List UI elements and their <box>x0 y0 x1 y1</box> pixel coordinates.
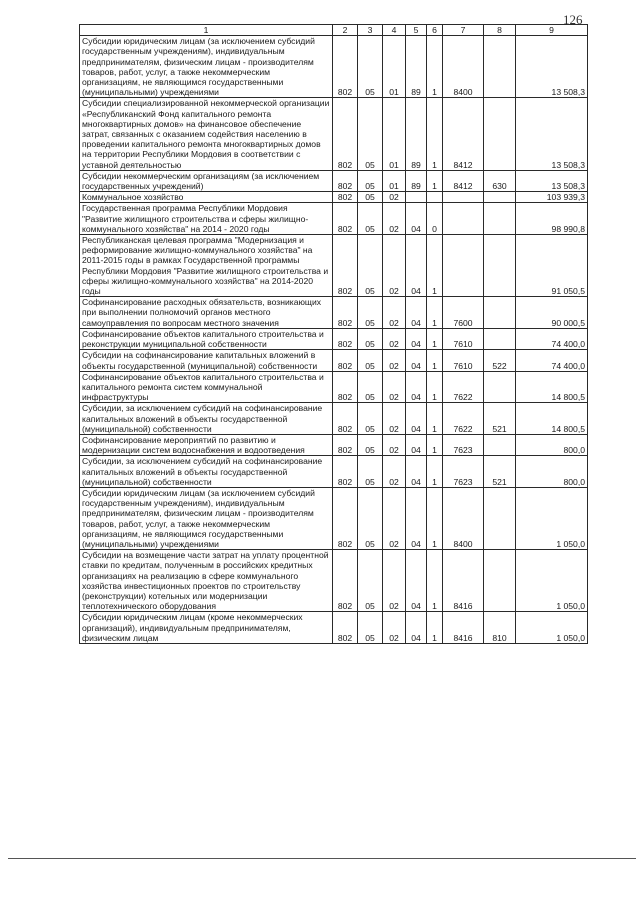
subsection-cell: 01 <box>383 98 406 170</box>
expense-type-cell <box>484 550 516 612</box>
article-cell <box>443 192 484 203</box>
code-cell: 802 <box>333 170 358 191</box>
page-bottom-rule <box>8 858 636 859</box>
subprogram-cell <box>427 192 443 203</box>
row-name-cell: Субсидии, за исключением субсидий на софинансирование капитальных вложений в объекты государственной (муниципальной) собственности <box>80 403 333 435</box>
subsection-cell: 02 <box>383 371 406 403</box>
code-cell: 802 <box>333 297 358 329</box>
amount-cell: 74 400,0 <box>516 350 588 371</box>
expense-type-cell: 630 <box>484 170 516 191</box>
program-cell: 04 <box>406 203 427 235</box>
amount-cell: 13 508,3 <box>516 98 588 170</box>
subsection-cell: 02 <box>383 235 406 297</box>
program-cell: 04 <box>406 403 427 435</box>
subsection-cell: 02 <box>383 192 406 203</box>
program-cell: 04 <box>406 487 427 549</box>
code-cell: 802 <box>333 350 358 371</box>
table-row <box>80 192 588 203</box>
column-header: 9 <box>516 25 588 36</box>
column-header: 3 <box>358 25 383 36</box>
subsection-cell: 02 <box>383 203 406 235</box>
column-header: 1 <box>80 25 333 36</box>
table-body <box>80 36 588 644</box>
expense-type-cell <box>484 235 516 297</box>
section-cell: 05 <box>358 36 383 98</box>
subprogram-cell: 1 <box>427 98 443 170</box>
code-cell: 802 <box>333 612 358 644</box>
article-cell <box>443 235 484 297</box>
article-cell: 8412 <box>443 170 484 191</box>
page-number: 126 <box>563 12 583 27</box>
expense-type-cell <box>484 36 516 98</box>
program-cell: 89 <box>406 98 427 170</box>
subsection-cell: 02 <box>383 328 406 349</box>
article-cell: 7623 <box>443 434 484 455</box>
column-header: 8 <box>484 25 516 36</box>
section-cell: 05 <box>358 328 383 349</box>
table-row <box>80 297 588 329</box>
expense-type-cell <box>484 487 516 549</box>
program-cell: 04 <box>406 456 427 488</box>
table-row <box>80 98 588 170</box>
article-cell: 7623 <box>443 456 484 488</box>
program-cell: 89 <box>406 170 427 191</box>
expense-type-cell <box>484 203 516 235</box>
subsection-cell: 01 <box>383 36 406 98</box>
code-cell: 802 <box>333 403 358 435</box>
subsection-cell: 01 <box>383 170 406 191</box>
subsection-cell: 02 <box>383 456 406 488</box>
subprogram-cell: 1 <box>427 434 443 455</box>
subprogram-cell: 1 <box>427 403 443 435</box>
code-cell: 802 <box>333 36 358 98</box>
article-cell: 7610 <box>443 350 484 371</box>
row-name-cell: Государственная программа Республики Мордовия "Развитие жилищного строительства и сферы жилищно-коммунального хозяйства" на 2014 - 2020 годы <box>80 203 333 235</box>
section-cell: 05 <box>358 350 383 371</box>
expense-type-cell <box>484 434 516 455</box>
subsection-cell: 02 <box>383 487 406 549</box>
amount-cell: 91 050,5 <box>516 235 588 297</box>
subprogram-cell: 1 <box>427 456 443 488</box>
section-cell: 05 <box>358 98 383 170</box>
amount-cell: 13 508,3 <box>516 170 588 191</box>
row-name-cell: Софинансирование объектов капитального строительства и капитального ремонта систем коммунальной инфраструктуры <box>80 371 333 403</box>
subsection-cell: 02 <box>383 434 406 455</box>
article-cell: 8416 <box>443 612 484 644</box>
table-row <box>80 456 588 488</box>
section-cell: 05 <box>358 403 383 435</box>
amount-cell: 800,0 <box>516 456 588 488</box>
subsection-cell: 02 <box>383 297 406 329</box>
program-cell: 04 <box>406 371 427 403</box>
expense-type-cell: 522 <box>484 350 516 371</box>
code-cell: 802 <box>333 456 358 488</box>
program-cell: 04 <box>406 434 427 455</box>
code-cell: 802 <box>333 192 358 203</box>
subprogram-cell: 1 <box>427 371 443 403</box>
table-row <box>80 328 588 349</box>
program-cell: 04 <box>406 328 427 349</box>
program-cell: 04 <box>406 612 427 644</box>
amount-cell: 800,0 <box>516 434 588 455</box>
amount-cell: 74 400,0 <box>516 328 588 349</box>
section-cell: 05 <box>358 203 383 235</box>
code-cell: 802 <box>333 235 358 297</box>
program-cell <box>406 192 427 203</box>
table-row <box>80 434 588 455</box>
table-row <box>80 203 588 235</box>
row-name-cell: Субсидии юридическим лицам (кроме некоммерческих организаций), индивидуальным предпринимателям, физическим лицам <box>80 612 333 644</box>
section-cell: 05 <box>358 371 383 403</box>
row-name-cell: Софинансирование объектов капитального строительства и реконструкции муниципальной собственности <box>80 328 333 349</box>
subprogram-cell: 1 <box>427 612 443 644</box>
section-cell: 05 <box>358 612 383 644</box>
program-cell: 04 <box>406 550 427 612</box>
amount-cell: 103 939,3 <box>516 192 588 203</box>
amount-cell: 14 800,5 <box>516 403 588 435</box>
row-name-cell: Субсидии на софинансирование капитальных вложений в объекты государственной (муниципальной) собственности <box>80 350 333 371</box>
amount-cell: 1 050,0 <box>516 487 588 549</box>
table-row <box>80 36 588 98</box>
section-cell: 05 <box>358 456 383 488</box>
section-cell: 05 <box>358 487 383 549</box>
code-cell: 802 <box>333 371 358 403</box>
column-header: 7 <box>443 25 484 36</box>
section-cell: 05 <box>358 235 383 297</box>
article-cell <box>443 203 484 235</box>
row-name-cell: Республиканская целевая программа "Модернизация и реформирование жилищно-коммунального хозяйства" на 2011-2015 годы в рамках Государственной программы Республики Мордовия "Развитие жилищного строительства и сферы жилищно-коммунального хозяйства" на 2014-2020 годы <box>80 235 333 297</box>
row-name-cell: Субсидии юридическим лицам (за исключением субсидий государственным учреждениям), индивидуальным предпринимателям, физическим лицам - производителям товаров, работ, услуг, а также некоммерческим организациям, не являющимся государственными (муниципальными) учреждениями <box>80 36 333 98</box>
subsection-cell: 02 <box>383 550 406 612</box>
row-name-cell: Субсидии, за исключением субсидий на софинансирование капитальных вложений в объекты государственной (муниципальной) собственности <box>80 456 333 488</box>
code-cell: 802 <box>333 434 358 455</box>
code-cell: 802 <box>333 203 358 235</box>
section-cell: 05 <box>358 434 383 455</box>
subprogram-cell: 1 <box>427 170 443 191</box>
amount-cell: 1 050,0 <box>516 550 588 612</box>
column-header: 2 <box>333 25 358 36</box>
subprogram-cell: 1 <box>427 235 443 297</box>
column-header: 4 <box>383 25 406 36</box>
subsection-cell: 02 <box>383 612 406 644</box>
row-name-cell: Софинансирование расходных обязательств, возникающих при выполнении полномочий органов местного самоуправления по вопросам местного значения <box>80 297 333 329</box>
expense-type-cell <box>484 371 516 403</box>
subsection-cell: 02 <box>383 350 406 371</box>
table-row <box>80 612 588 644</box>
amount-cell: 14 800,5 <box>516 371 588 403</box>
table-row <box>80 170 588 191</box>
article-cell: 8412 <box>443 98 484 170</box>
article-cell: 7600 <box>443 297 484 329</box>
article-cell: 7610 <box>443 328 484 349</box>
subprogram-cell: 1 <box>427 350 443 371</box>
expense-type-cell <box>484 98 516 170</box>
section-cell: 05 <box>358 297 383 329</box>
code-cell: 802 <box>333 550 358 612</box>
table-row <box>80 350 588 371</box>
subprogram-cell: 1 <box>427 487 443 549</box>
section-cell: 05 <box>358 550 383 612</box>
column-header: 5 <box>406 25 427 36</box>
amount-cell: 98 990,8 <box>516 203 588 235</box>
expense-type-cell <box>484 297 516 329</box>
subprogram-cell: 1 <box>427 328 443 349</box>
expense-type-cell: 521 <box>484 456 516 488</box>
table-row <box>80 550 588 612</box>
article-cell: 7622 <box>443 371 484 403</box>
article-cell: 7622 <box>443 403 484 435</box>
table-header-row <box>80 25 588 36</box>
row-name-cell: Субсидии на возмещение части затрат на уплату процентной ставки по кредитам, полученным в российских кредитных организациях на реализацию в сфере коммунального хозяйства инвестиционных проектов по строительству (реконструкции) котельных или модернизации теплотехнического оборудования <box>80 550 333 612</box>
subprogram-cell: 1 <box>427 297 443 329</box>
row-name-cell: Субсидии некоммерческим организациям (за исключением государственных учреждений) <box>80 170 333 191</box>
column-header: 6 <box>427 25 443 36</box>
code-cell: 802 <box>333 487 358 549</box>
amount-cell: 13 508,3 <box>516 36 588 98</box>
table-row <box>80 403 588 435</box>
expense-type-cell <box>484 192 516 203</box>
row-name-cell: Субсидии юридическим лицам (за исключением субсидий государственным учреждениям), индивидуальным предпринимателям, физическим лицам - производителям товаров, работ, услуг, а также некоммерческим организациям, не являющимся государственными (муниципальными) учреждениями <box>80 487 333 549</box>
subsection-cell: 02 <box>383 403 406 435</box>
article-cell: 8400 <box>443 487 484 549</box>
subprogram-cell: 1 <box>427 550 443 612</box>
budget-table <box>79 24 588 644</box>
subprogram-cell: 0 <box>427 203 443 235</box>
amount-cell: 90 000,5 <box>516 297 588 329</box>
table-row <box>80 371 588 403</box>
row-name-cell: Софинансирование мероприятий по развитию и модернизации систем водоснабжения и водоотведения <box>80 434 333 455</box>
amount-cell: 1 050,0 <box>516 612 588 644</box>
program-cell: 89 <box>406 36 427 98</box>
expense-type-cell <box>484 328 516 349</box>
program-cell: 04 <box>406 235 427 297</box>
article-cell: 8400 <box>443 36 484 98</box>
expense-type-cell: 810 <box>484 612 516 644</box>
row-name-cell: Субсидии специализированной некоммерческой организации «Республиканский Фонд капитального ремонта многоквартирных домов» на финансовое обеспечение затрат, связанных с оказанием содействия населению в проведении капитального ремонта многоквартирных домов на территории Республики Мордовия в соответствии с уставной деятельностью <box>80 98 333 170</box>
article-cell: 8416 <box>443 550 484 612</box>
section-cell: 05 <box>358 170 383 191</box>
table-row <box>80 487 588 549</box>
section-cell: 05 <box>358 192 383 203</box>
code-cell: 802 <box>333 328 358 349</box>
program-cell: 04 <box>406 350 427 371</box>
program-cell: 04 <box>406 297 427 329</box>
code-cell: 802 <box>333 98 358 170</box>
row-name-cell: Коммунальное хозяйство <box>80 192 333 203</box>
expense-type-cell: 521 <box>484 403 516 435</box>
table-row <box>80 235 588 297</box>
subprogram-cell: 1 <box>427 36 443 98</box>
